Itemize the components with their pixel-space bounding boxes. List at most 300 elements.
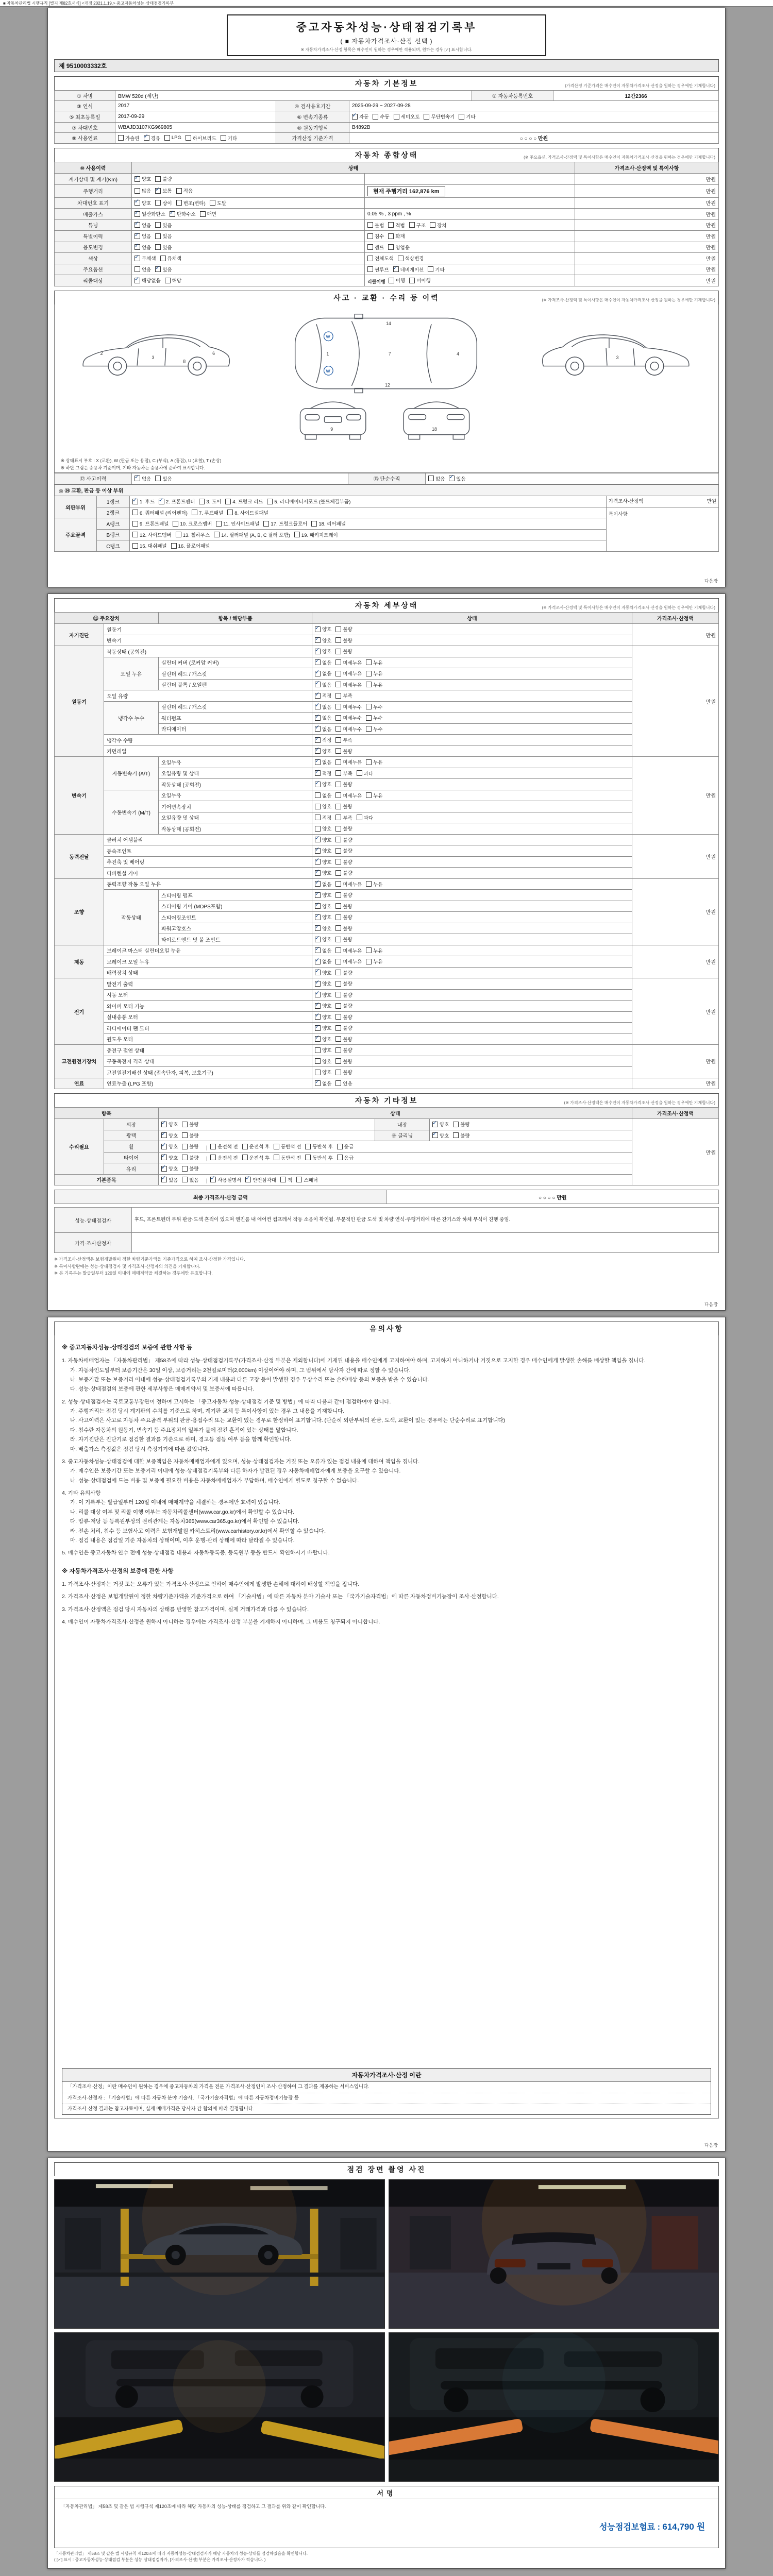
reg-no-value: 12간2366 <box>553 91 719 101</box>
checkbox-option: 스패너 <box>296 1176 318 1183</box>
checked-box-icon <box>155 266 161 272</box>
empty-box-icon <box>173 521 178 527</box>
item-label: 냉각수 수량 <box>104 735 312 746</box>
empty-box-icon <box>192 510 197 515</box>
checkbox-option: ✓ 양호 <box>315 891 331 899</box>
checkbox-option: 불량 <box>335 847 352 854</box>
checkbox-option: 5. 라디에이터서포트 (볼트체결부품) <box>267 498 350 505</box>
empty-box-icon <box>335 981 341 987</box>
empty-box-icon <box>155 476 161 481</box>
overall-row-state <box>132 197 365 209</box>
etc-item-state: ✓ 양호 불량 | 운전석 전 운전석 후 동반석 전 동반석 후 응급 <box>159 1152 632 1163</box>
empty-box-icon <box>335 770 341 776</box>
empty-box-icon <box>135 266 140 272</box>
next-page-label: 다음장 <box>704 579 718 584</box>
basic-info-table <box>54 90 719 144</box>
item-label: 작동상태 (공회전) <box>159 779 312 790</box>
empty-box-icon <box>296 1177 302 1182</box>
etc-item-state: ✓ 양호 불량 | 운전석 전 운전석 후 동반석 전 동반석 후 응급 <box>159 1141 632 1153</box>
col-price: 가격조사·산정액 및 특이사항 <box>575 162 719 174</box>
appraiser-comment <box>132 1233 719 1253</box>
checked-box-icon <box>161 1144 167 1149</box>
checkbox-option: 없음 <box>135 266 151 273</box>
notice-line: 나. 보증기간 또는 보증거리 이내에 성능·상태점검기록부의 기재 내용과 다른 고장 등이 발생한 경우 무상수리 또는 손해배상 등의 보증을 받을 수 있습니다. <box>70 1376 429 1383</box>
accident-history-table <box>54 473 719 485</box>
definition-line: 「가격조사·산정」이란 매수인이 원하는 경우에 중고자동차의 가격을 전문 가격조사·산정인이 조사·산정하여 그 결과를 제공하는 서비스입니다. <box>62 2082 711 2093</box>
overall-row-state <box>132 275 365 286</box>
item-state <box>312 956 632 968</box>
checkbox-option: 13. 휠하우스 <box>176 531 210 538</box>
checked-box-icon <box>315 748 321 754</box>
empty-box-icon <box>357 815 362 820</box>
empty-box-icon <box>335 1036 341 1042</box>
empty-box-icon <box>335 792 341 798</box>
checked-box-icon <box>135 244 140 250</box>
checked-box-icon <box>315 1014 321 1020</box>
checked-box-icon <box>315 870 321 876</box>
checkbox-option: 미세누유 <box>335 681 362 688</box>
item-state <box>312 989 632 1001</box>
overall-row-label: 튜닝 <box>55 219 132 231</box>
detail-row <box>55 1067 719 1078</box>
checkbox-option: 응급 <box>337 1143 354 1150</box>
document-title-box <box>227 14 546 56</box>
overall-row <box>55 253 719 264</box>
notice-line: 가. 자동차인도일부터 보증기간은 30일 이상, 보증거리는 2천킬로미터(2,000km) 이상이어야 하며, 그 범위에서 당사자 간에 따로 정할 수 있습니다. <box>70 1367 411 1374</box>
overall-row-extra <box>365 275 575 286</box>
checkbox-option: 15. 대쉬패널 <box>132 542 167 549</box>
checkbox-option: 미세누유 <box>335 947 362 954</box>
empty-box-icon <box>366 726 372 732</box>
rank-label: 2랭크 <box>97 507 130 518</box>
empty-box-icon <box>214 532 220 537</box>
item-state <box>312 624 632 635</box>
inspection-premium <box>599 2519 705 2532</box>
empty-box-icon <box>216 521 222 527</box>
empty-box-icon <box>242 1155 248 1160</box>
mileage-value: 현재 주행거리 162,876 km <box>367 186 445 196</box>
detail-row <box>55 757 719 768</box>
col-state: 상태 <box>132 162 575 174</box>
overall-row-extra <box>365 174 575 185</box>
checkbox-option: ✓ 없음 <box>135 232 151 240</box>
checkbox-option: 누유 <box>366 792 382 799</box>
item-state <box>312 934 632 945</box>
section-note: (가격산정 기준가격은 매수인이 자동차가격조사·산정을 원하는 경우에만 기재합니다) <box>565 83 715 88</box>
checked-box-icon <box>135 233 140 239</box>
fuel-options <box>115 132 276 144</box>
notice-line: 5. 매수인은 중고자동차 인수 전에 성능·상태점검 내용과 자동차등록증, 등록원부 등을 반드시 확인하시기 바랍니다. <box>62 1550 330 1556</box>
empty-box-icon <box>335 704 341 709</box>
checkbox-option: 불량 <box>335 858 352 866</box>
empty-box-icon <box>335 637 341 643</box>
inspector-opinion-table <box>54 1207 719 1253</box>
etc-item-state <box>159 1130 375 1141</box>
svg-text:12: 12 <box>385 382 390 388</box>
checkbox-option: 7. 루프패널 <box>192 509 223 516</box>
checkbox-option: 불량 <box>335 1036 352 1043</box>
item-state <box>312 1067 632 1078</box>
item-label: 실린더 헤드 / 개스킷 <box>159 668 312 680</box>
checkbox-option: ✓ 없음 <box>315 659 331 666</box>
checkbox-option: ✓ 양호 <box>161 1143 178 1150</box>
checkbox-option: 썬루프 <box>367 266 389 273</box>
premium-value: 614,790 원 <box>662 2522 705 2532</box>
notice-line: 2. 가격조사·산정은 보험개발원이 정한 차량기준가액을 기준가격으로 하여 「기술사법」에 따른 자동차 분야 기술사 또는 「국가기술자격법」에 따른 자동차정비기능장이 조사·산정합니다. <box>62 1594 499 1600</box>
car-name-value: BMW 520d (세단) <box>115 91 472 101</box>
notice-line: 4. 매수인이 자동차가격조사·산정을 원하지 아니하는 경우에는 가격조사·산정 부분을 기재하지 아니하며, 그 비용도 청구되지 아니합니다. <box>62 1618 380 1625</box>
empty-box-icon <box>335 759 341 765</box>
col-use-history: ⑩ 사용이력 <box>55 162 132 174</box>
device-label: 고전원전기장치 <box>55 1045 104 1078</box>
checkbox-option: 미세누유 <box>335 880 362 888</box>
empty-box-icon <box>366 881 372 887</box>
checkbox-option: 불량 <box>182 1132 198 1139</box>
checkbox-option: 있음 <box>155 232 172 240</box>
checkbox-option: ✓ 없음 <box>315 758 331 766</box>
empty-box-icon <box>366 671 372 676</box>
inspection-photo-3 <box>54 2332 385 2482</box>
overall-row-price: 만원 <box>575 275 719 286</box>
device-label: 자기진단 <box>55 624 104 646</box>
item-label: 클러치 어셈블리 <box>104 834 312 845</box>
item-state <box>312 923 632 934</box>
page-4 <box>47 2158 726 2569</box>
overall-row <box>55 174 719 185</box>
checkbox-option: ✓ 없음 <box>315 670 331 677</box>
etc-item-label: 유리 <box>104 1163 159 1175</box>
empty-box-icon <box>155 200 161 206</box>
etc-price-cell: 만원 <box>632 1119 719 1185</box>
etc-row <box>55 1174 719 1185</box>
item-state <box>312 646 632 657</box>
checkbox-option: 해당 <box>165 277 181 284</box>
item-label: 고전원전기배선 상태 (접속단자, 피복, 보호기구) <box>104 1067 312 1078</box>
empty-box-icon <box>182 1155 188 1160</box>
checkbox-option: ✓ 없음 <box>135 244 151 251</box>
checkbox-option: 12. 사이드멤버 <box>132 531 172 538</box>
final-note-line: ※ 본 기록부는 발급일부터 120일 이내에 매매계약을 체결하는 경우에만 유효합니다. <box>54 1270 213 1276</box>
empty-box-icon <box>225 499 231 504</box>
device-sub-label: 자동변속기 (A/T) <box>104 757 159 790</box>
col-state: 상태 <box>159 1108 632 1119</box>
empty-box-icon <box>176 188 182 194</box>
checkbox-option: 많음 <box>135 187 151 194</box>
section-notice: 유의사항 <box>54 1321 719 1335</box>
checkbox-option: ✓ 없음 <box>315 947 331 954</box>
empty-box-icon <box>394 114 399 120</box>
checkbox-option: 불량 <box>335 1058 352 1065</box>
item-state <box>312 912 632 923</box>
overall-row-extra <box>365 253 575 264</box>
checkbox-option: ✓ 있음 <box>161 1176 178 1183</box>
checked-box-icon <box>315 704 321 709</box>
item-label: 등속조인트 <box>104 845 312 857</box>
checkbox-option: ✓ 자동 <box>352 113 368 120</box>
form-code-bar: ■ 자동차관리법 시행규칙 [별지 제82호서식] <개정 2021.1.19.> 중고자동차성능·상태점검기록부 <box>0 0 773 7</box>
section-etc: 자동차 기타정보 (※ 가격조사·산정액은 매수인이 자동차가격조사·산정을 원하는 경우에만 기재합니다) <box>54 1093 719 1107</box>
checked-box-icon <box>161 1166 167 1172</box>
checked-box-icon <box>135 256 140 261</box>
item-label: 실린더 블록 / 오일팬 <box>159 679 312 690</box>
empty-box-icon <box>453 1122 459 1127</box>
empty-box-icon <box>335 682 341 687</box>
empty-box-icon <box>210 1144 216 1149</box>
item-state <box>312 635 632 646</box>
overall-row-extra <box>365 184 575 197</box>
checked-box-icon <box>144 135 149 141</box>
checkbox-option: 불량 <box>453 1132 469 1139</box>
checkbox-option: 기타 <box>221 134 237 142</box>
checkbox-option: 불량 <box>335 825 352 832</box>
notice-line: 3. 가격조사·산정액은 점검 당시 자동차의 상태를 반영한 참고가격이며, 실제 거래가격과 다를 수 있습니다. <box>62 1606 309 1613</box>
checkbox-option: 변조(변타) <box>176 199 206 207</box>
device-label: 연료 <box>55 1078 104 1089</box>
detail-row <box>55 834 719 845</box>
item-state <box>312 679 632 690</box>
document-subnote: ※ 자동차가격조사·산정 항목은 매수인이 원하는 경우에만 적용되며, 원하는 경우 [✓] 표시합니다. <box>300 47 473 52</box>
car-damage-diagram <box>54 304 719 473</box>
checkbox-option: ✓ 무채색 <box>135 255 156 262</box>
svg-text:W: W <box>326 368 330 374</box>
checkbox-option: 미세누유 <box>335 659 362 666</box>
appraiser-label: 가격·조사산정자 <box>55 1233 132 1253</box>
premium-label: 성능점검보험료 : <box>599 2523 660 2532</box>
checked-box-icon <box>315 1025 321 1031</box>
section-note: (※ 가격조사·산정액 및 특이사항은 매수인이 자동차가격조사·산정을 원하는 경우에만 기재합니다) <box>542 297 715 302</box>
item-state <box>312 723 632 735</box>
document-number: 제 9510003332호 <box>54 59 719 72</box>
checked-box-icon <box>135 476 140 481</box>
checked-box-icon <box>315 715 321 721</box>
checkbox-option: ✓ 없음 <box>315 714 331 721</box>
empty-box-icon <box>366 947 372 953</box>
empty-box-icon <box>335 1058 341 1064</box>
empty-box-icon <box>335 815 341 820</box>
notice-line: 4. 기타 유의사항 <box>62 1490 101 1496</box>
empty-box-icon <box>335 992 341 997</box>
checked-box-icon <box>432 1122 438 1127</box>
checkbox-option: ✓ 안전삼각대 <box>245 1176 276 1183</box>
svg-text:18: 18 <box>432 426 437 432</box>
empty-box-icon <box>210 1155 216 1160</box>
checked-box-icon <box>161 1177 167 1182</box>
checkbox-option: ✓ 있음 <box>449 475 465 482</box>
item-state <box>312 690 632 702</box>
final-notes <box>54 1256 719 1277</box>
checked-box-icon <box>315 925 321 931</box>
checkbox-option: ✓ 양호 <box>315 980 331 987</box>
overall-row-state <box>132 174 365 185</box>
checkbox-option: 불량 <box>335 869 352 876</box>
checkbox-option: 누유 <box>366 880 382 888</box>
empty-box-icon <box>428 266 433 272</box>
simple-repair-label: ⑬ 단순수리 <box>348 473 426 484</box>
section-accident: 사고 · 교환 · 수리 등 이력 (※ 가격조사·산정액 및 특이사항은 매수인이 자동차가격조사·산정을 원하는 경우에만 기재합니다) <box>54 291 719 304</box>
notice-line: 2. 성능·상태점검자는 국토교통부장관이 정하여 고시하는 「중고자동차 성능·상태점검 기준 및 방법」에 따라 다음과 같이 점검하여야 합니다. <box>62 1398 391 1405</box>
device-label: 전기 <box>55 978 104 1045</box>
transmission-label: ⑥ 변속기종류 <box>276 111 349 123</box>
empty-box-icon <box>337 1144 343 1149</box>
item-label: 시동 모터 <box>104 989 312 1001</box>
checkbox-option: 무단변속기 <box>424 113 455 120</box>
empty-box-icon <box>453 1132 459 1138</box>
detail-row <box>55 735 719 746</box>
overall-row-price: 만원 <box>575 231 719 242</box>
empty-box-icon <box>428 476 434 481</box>
notice-line: 가. 매수인은 보증기간 또는 보증거리 이내에 성능·상태점검기록부와 다른 하자가 발견된 경우 자동차매매업자에게 보증을 요구할 수 있습니다. <box>70 1468 401 1475</box>
empty-box-icon <box>315 1070 321 1075</box>
etc-item-label: 타이어 <box>104 1152 159 1163</box>
section-note: (※ 가격조사·산정액 및 특이사항은 매수인이 자동차가격조사·산정을 원하는 경우에만 기재합니다) <box>542 605 715 610</box>
checkbox-option: 영업용 <box>388 244 410 251</box>
checkbox-option: 10. 크로스멤버 <box>173 520 212 527</box>
item-state <box>312 735 632 746</box>
checkbox-option: 16. 플로어패널 <box>171 542 210 549</box>
final-price-label: 최종 가격조사·산정 금액 <box>55 1190 387 1204</box>
checkbox-option: ✓ 양호 <box>315 936 331 943</box>
checked-box-icon <box>315 649 321 654</box>
empty-box-icon <box>367 222 373 228</box>
checked-box-icon <box>315 693 321 699</box>
detail-row <box>55 790 719 801</box>
rank-label: C랭크 <box>97 540 130 552</box>
checkbox-option: 있음 <box>155 244 172 251</box>
overall-row-price: 만원 <box>575 219 719 231</box>
checkbox-option: 가솔린 <box>118 134 140 142</box>
checkbox-option: 세미오토 <box>394 113 420 120</box>
checkbox-option: 불량 <box>335 936 352 943</box>
notice-line: 나. 리콜 대상 여부 및 리콜 이행 여부는 자동차리콜센터(www.car.go.kr)에서 확인할 수 있습니다. <box>70 1509 294 1515</box>
final-price-value: ○ ○ ○ ○ 만원 <box>386 1190 719 1204</box>
empty-box-icon <box>165 278 171 283</box>
item-label: 기어변속장치 <box>159 801 312 812</box>
item-state <box>312 901 632 912</box>
item-label: 원도우 모터 <box>104 1033 312 1045</box>
empty-box-icon <box>335 892 341 898</box>
checkbox-option: ✓ 없음 <box>315 880 331 888</box>
item-label: 오일유량 및 상태 <box>159 812 312 823</box>
definition-title: 자동차가격조사·산정 이란 <box>62 2069 711 2082</box>
empty-box-icon <box>335 659 341 665</box>
empty-box-icon <box>388 222 394 228</box>
next-page-label: 다음장 <box>704 1302 718 1307</box>
checkbox-option: 17. 트렁크플로어 <box>263 520 307 527</box>
definition-line: 가격조사·산정 결과는 참고자료이며, 실제 매매가격은 당사자 간 합의에 따라 결정됩니다. <box>68 2106 255 2112</box>
inspect-value: 2025-09-29 ~ 2027-09-28 <box>349 101 719 111</box>
checkbox-option: ✓ 양호 <box>315 969 331 976</box>
checkbox-option: 불량 <box>335 803 352 810</box>
detail-row <box>55 967 719 978</box>
main-frame-label: 주요골격 <box>55 518 97 552</box>
detail-table <box>54 612 719 1089</box>
checked-box-icon <box>210 1177 216 1182</box>
empty-box-icon <box>335 1025 341 1031</box>
item-state <box>312 812 632 823</box>
checkbox-option: ✓ 양호 <box>315 858 331 866</box>
empty-box-icon <box>335 1003 341 1009</box>
overall-row-state <box>132 242 365 253</box>
empty-box-icon <box>263 521 269 527</box>
rank-row <box>55 496 719 507</box>
item-state <box>312 1056 632 1067</box>
empty-box-icon <box>305 1144 311 1149</box>
empty-box-icon <box>315 804 321 809</box>
checkbox-option: 불량 <box>335 913 352 921</box>
notice-line: ※ 자동차가격조사·산정의 보증에 관한 사항 <box>62 1568 174 1574</box>
definition-box <box>62 2068 711 2115</box>
checkbox-option: ✓ 없음 <box>315 703 331 710</box>
base-price-value: ○ ○ ○ ○ 만원 <box>349 132 719 144</box>
empty-box-icon <box>305 1155 311 1160</box>
checkbox-option: 미세누수 <box>335 703 362 710</box>
device-label: 원동기 <box>55 646 104 757</box>
checkbox-option: 누수 <box>366 703 382 710</box>
empty-box-icon <box>227 510 233 515</box>
checked-box-icon <box>315 737 321 743</box>
empty-box-icon <box>388 233 394 239</box>
checked-box-icon <box>161 1132 167 1138</box>
svg-text:8: 8 <box>183 359 186 364</box>
etc-item-state <box>430 1130 632 1141</box>
checkbox-option: 불량 <box>335 1046 352 1054</box>
empty-box-icon <box>182 1177 188 1182</box>
checkbox-option: 매연 <box>200 210 216 217</box>
checked-box-icon <box>315 970 321 975</box>
special-note-label: 특이사항 <box>609 512 628 517</box>
checked-box-icon <box>315 903 321 909</box>
checkbox-option: ✓ 없음 <box>315 1080 331 1087</box>
car-views-illustration <box>59 307 713 454</box>
overall-row-price: 만원 <box>575 197 719 209</box>
checked-box-icon <box>245 1177 251 1182</box>
checkbox-option: 미세누유 <box>335 958 362 965</box>
item-state <box>312 1045 632 1056</box>
checkbox-option: 과다 <box>357 814 373 821</box>
overall-row <box>55 197 719 209</box>
checkbox-option: ✓ 양호 <box>315 1036 331 1043</box>
checkbox-option: 과다 <box>357 770 373 777</box>
empty-box-icon <box>315 815 321 820</box>
empty-box-icon <box>186 135 191 141</box>
notice-line: 가. 이 기록부는 발급일부터 120일 이내에 매매계약을 체결하는 경우에만 효력이 있습니다. <box>70 1499 280 1506</box>
empty-box-icon <box>315 826 321 832</box>
checkbox-option: 있음 <box>335 1080 352 1087</box>
section-note: (※ 주요옵션, 가격조사·산정액 및 특이사항은 매수인이 자동차가격조사·산정을 원하는 경우에만 기재합니다) <box>524 155 715 160</box>
etc-item-state <box>430 1119 632 1130</box>
empty-box-icon <box>335 1070 341 1075</box>
rank-items <box>130 507 607 518</box>
empty-box-icon <box>182 1144 188 1149</box>
checked-box-icon <box>315 1080 321 1086</box>
document-title: 중고자동차성능·상태점검기록부 <box>296 22 477 33</box>
year-label: ③ 연식 <box>55 101 115 111</box>
item-label: 스티어링 펌프 <box>159 890 312 901</box>
empty-box-icon <box>337 1155 343 1160</box>
checked-box-icon <box>315 892 321 898</box>
overall-row <box>55 264 719 275</box>
detail-row <box>55 745 719 757</box>
svg-text:2: 2 <box>100 350 103 356</box>
checkbox-option: ✓ 적정 <box>315 736 331 743</box>
detail-row <box>55 868 719 879</box>
detail-price-cell: 만원 <box>632 1045 719 1078</box>
svg-text:6: 6 <box>212 350 215 356</box>
checkbox-option: ✓ 사용설명서 <box>210 1176 241 1183</box>
base-price-label: 가격산정 기준가격 <box>276 132 349 144</box>
overall-table <box>54 162 719 286</box>
checkbox-option: ✓ 양호 <box>135 199 151 207</box>
